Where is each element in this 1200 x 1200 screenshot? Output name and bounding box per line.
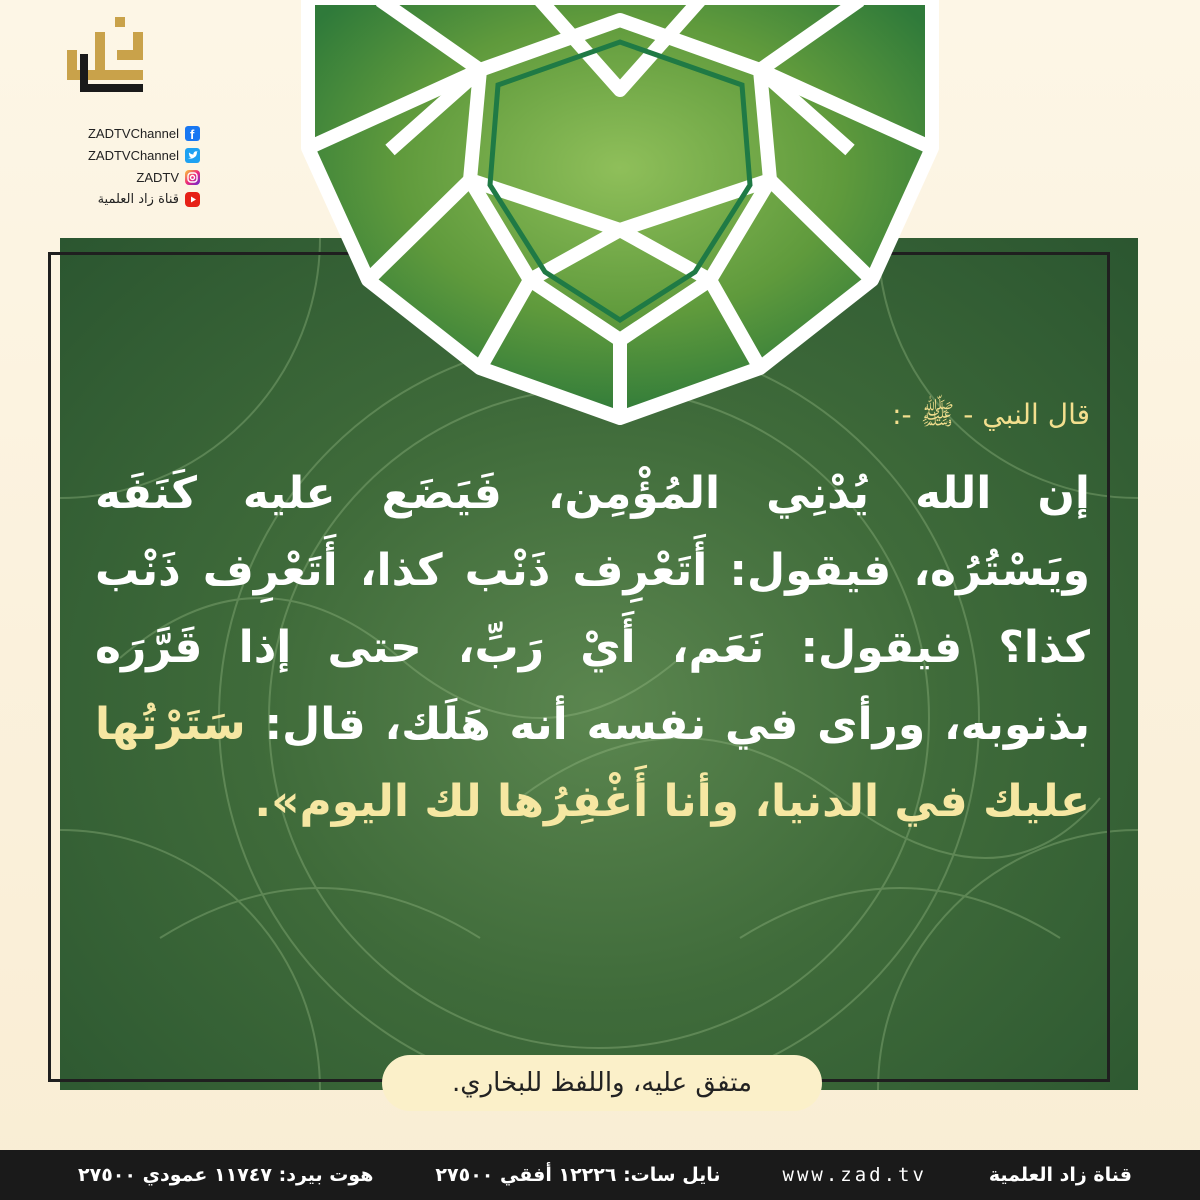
footer-bar — [0, 1150, 1200, 1200]
footer-nilesat: نايل سات: ١٢٢٢٦ أفقي ٢٧٥٠٠ — [435, 1164, 721, 1186]
hadith-highlight: سَتَرْتُها عليك في الدنيا، وأنا أَغْفِرُها لك اليوم». — [95, 699, 1090, 827]
social-handle: ZADTVChannel — [87, 125, 179, 141]
footer-channel-name: قناة زاد العلمية — [988, 1164, 1132, 1186]
social-twitter[interactable] — [30, 144, 200, 166]
svg-text:f: f — [190, 126, 195, 141]
footer-hotbird: هوت بيرد: ١١٧٤٧ عمودي ٢٧٥٠٠ — [78, 1164, 374, 1186]
footer-website-link[interactable]: www.zad.tv — [782, 1164, 927, 1186]
social-handle: قناة زاد العلمية — [97, 191, 179, 207]
social-handle: ZADTVChannel — [87, 147, 179, 163]
social-youtube[interactable] — [30, 188, 200, 210]
social-instagram[interactable] — [30, 166, 200, 188]
hadith-source — [382, 1055, 822, 1111]
hadith-intro: قال النبي - ﷺ -: — [892, 398, 1090, 431]
hadith-body: إن الله يُدْنِي المُؤْمِن، فَيَضَع عليه كَنَفَه ويَسْتُرُه، فيقول: أَتَعْرِف ذَنْب كذا، أَتَعْرِف ذَنْب كذا؟ فيقول: نَعَم، أَيْ رَبِّ، حتى إذا قَرَّرَه بذنوبه، ورأى في نفسه أنه هَلَك، قال: — [95, 468, 1090, 750]
social-links — [30, 122, 200, 210]
source-label: متفق عليه، واللفظ للبخاري. — [451, 1068, 753, 1098]
social-facebook[interactable] — [30, 122, 200, 144]
islamic-star-ornament — [180, 0, 1060, 430]
social-handle: ZADTV — [136, 169, 179, 185]
hadith-text — [95, 455, 1090, 840]
zad-logo — [55, 12, 155, 112]
